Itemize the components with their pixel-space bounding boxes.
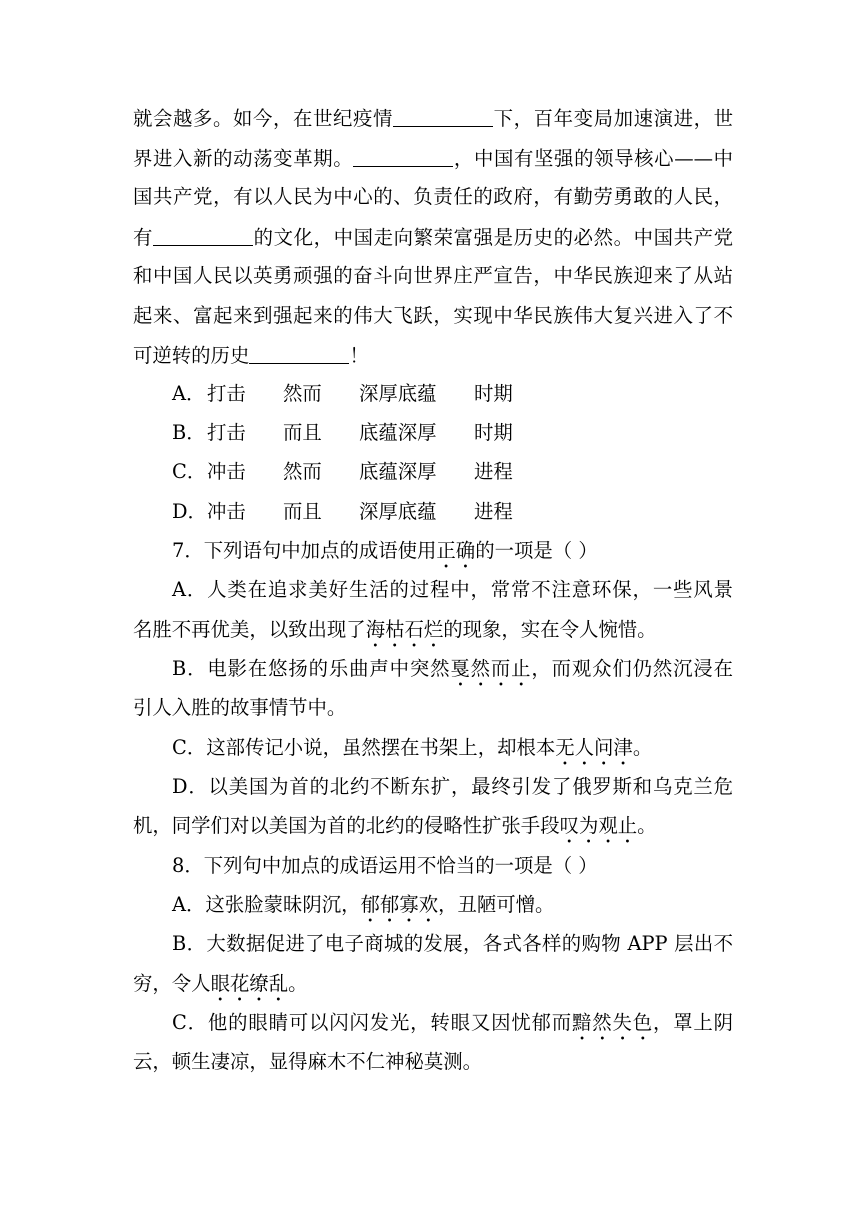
option-text: ，而观众们仍然沉浸在 (531, 657, 733, 680)
option-text: 的现象，实在令人惋惜。 (443, 618, 657, 641)
passage-line (133, 343, 733, 368)
question-text: 的一项是（ ） (475, 539, 598, 562)
passage-text: 起来、富起来到强起来的伟大飞跃，实现中华民族伟大复兴进入了不 (133, 304, 733, 327)
q6-option-c (172, 460, 772, 484)
option-text: C．他的眼睛可以闪闪发光，转眼又因忧郁而 (172, 1011, 573, 1034)
passage-text: 和中国人民以英勇顽强的奋斗向世界庄严宣告，中华民族迎来了从站 (133, 264, 733, 287)
answer-blank (353, 146, 453, 167)
option-letter: B． (172, 421, 206, 444)
option-word: 深厚底蕴 (359, 500, 437, 523)
option-letter: C． (172, 460, 207, 483)
q7-option-d-cont (133, 814, 733, 848)
dotted-idiom: 郁郁寡欢 (360, 893, 439, 916)
q7-option-b-cont (133, 696, 733, 720)
option-word: 底蕴深厚 (359, 460, 437, 483)
answer-blank (153, 225, 253, 246)
option-text: B．电影在悠扬的乐曲声中突然 (172, 657, 451, 680)
q8-option-c (172, 1011, 733, 1045)
option-text: 名胜不再优美，以致出现了 (133, 618, 366, 641)
option-word: 底蕴深厚 (359, 421, 437, 444)
option-word: 打击 (207, 382, 246, 405)
dotted-idiom: 海枯石烂 (365, 618, 444, 641)
q8-option-b-cont (133, 972, 733, 1006)
q8-option-a (172, 893, 772, 927)
option-text: A．人类在追求美好生活的过程中，常常不注意环保，一些风景 (172, 578, 733, 601)
q6-option-a (172, 382, 772, 406)
passage-line (133, 264, 733, 288)
option-text: 。 (637, 814, 657, 837)
dotted-idiom: 叹为观止 (559, 814, 638, 837)
q7-option-a (172, 578, 733, 602)
q7-option-b (172, 657, 733, 691)
passage-text: 下，百年变局加速演进，世 (493, 107, 733, 130)
q7-stem (172, 539, 772, 573)
dotted-idiom: 戛然而止 (450, 657, 532, 680)
question-text: 8．下列句中加点的成语运用不恰当的一项是（ ） (172, 854, 598, 877)
option-word: 然而 (283, 382, 322, 405)
q8-stem (172, 854, 772, 878)
q8-option-c-cont (133, 1050, 733, 1074)
q6-option-d (172, 500, 772, 524)
passage-line (133, 185, 733, 209)
passage-line (133, 225, 733, 250)
passage-text: 就会越多。如今，在世纪疫情 (133, 107, 393, 130)
answer-blank (393, 106, 493, 127)
option-text: C．这部传记小说，虽然摆在书架上，却根本 (172, 736, 556, 759)
option-text: 云，顿生凄凉，显得麻木不仁神秘莫测。 (133, 1050, 483, 1073)
q7-option-a-cont (133, 618, 733, 652)
passage-text: 界进入新的动荡变革期。 (133, 147, 354, 170)
question-text: 7．下列语句中加点的成语使用 (172, 539, 437, 562)
option-text: 。 (288, 972, 308, 995)
option-word: 时期 (474, 421, 513, 444)
dotted-idiom: 无人问津 (555, 736, 633, 759)
option-text: D．以美国为首的北约不断东扩，最终引发了俄罗斯和乌克兰危 (172, 775, 733, 798)
option-word: 而且 (283, 421, 322, 444)
option-text: ，罩上阴 (652, 1011, 734, 1034)
option-word: 然而 (283, 460, 322, 483)
option-word: 冲击 (207, 500, 246, 523)
passage-text: 国共产党，有以人民为中心的、负责任的政府，有勤劳勇敢的人民， (133, 185, 733, 208)
option-word: 冲击 (207, 460, 246, 483)
q7-option-c (172, 736, 772, 770)
passage-text: 有 (133, 226, 153, 249)
q8-option-b (172, 932, 733, 956)
option-text: B．大数据促进了电子商城的发展，各式各样的购物 APP 层出不 (172, 932, 733, 955)
passage-text: ，中国有坚强的领导核心——中 (453, 147, 734, 170)
option-word: 进程 (474, 460, 513, 483)
q7-option-d (172, 775, 733, 799)
passage-text: 的文化，中国走向繁荣富强是历史的必然。中国共产党 (253, 226, 733, 249)
option-word: 而且 (283, 500, 322, 523)
option-text: 穷，令人 (133, 972, 211, 995)
option-word: 深厚底蕴 (359, 382, 437, 405)
passage-text: 可逆转的历史 (133, 344, 250, 367)
option-letter: D． (172, 500, 207, 523)
option-text: 机，同学们对以美国为首的北约的侵略性扩张手段 (133, 814, 560, 837)
option-word: 时期 (474, 382, 513, 405)
option-word: 打击 (207, 421, 246, 444)
dotted-idiom: 眼花缭乱 (210, 972, 289, 995)
emphasized-word: 正确 (436, 539, 476, 562)
option-text: ，丑陋可憎。 (438, 893, 555, 916)
option-text: 。 (632, 736, 653, 759)
answer-blank (249, 343, 349, 364)
option-text: A．这张脸蒙昧阴沉， (172, 893, 361, 916)
option-word: 进程 (474, 500, 513, 523)
option-letter: A． (172, 382, 206, 405)
passage-line (133, 146, 733, 171)
passage-text: ！ (349, 344, 369, 367)
passage-line (133, 106, 733, 131)
passage-line (133, 304, 733, 328)
dotted-idiom: 黯然失色 (572, 1011, 653, 1034)
option-text: 引人入胜的故事情节中。 (133, 696, 347, 719)
q6-option-b (172, 421, 772, 445)
